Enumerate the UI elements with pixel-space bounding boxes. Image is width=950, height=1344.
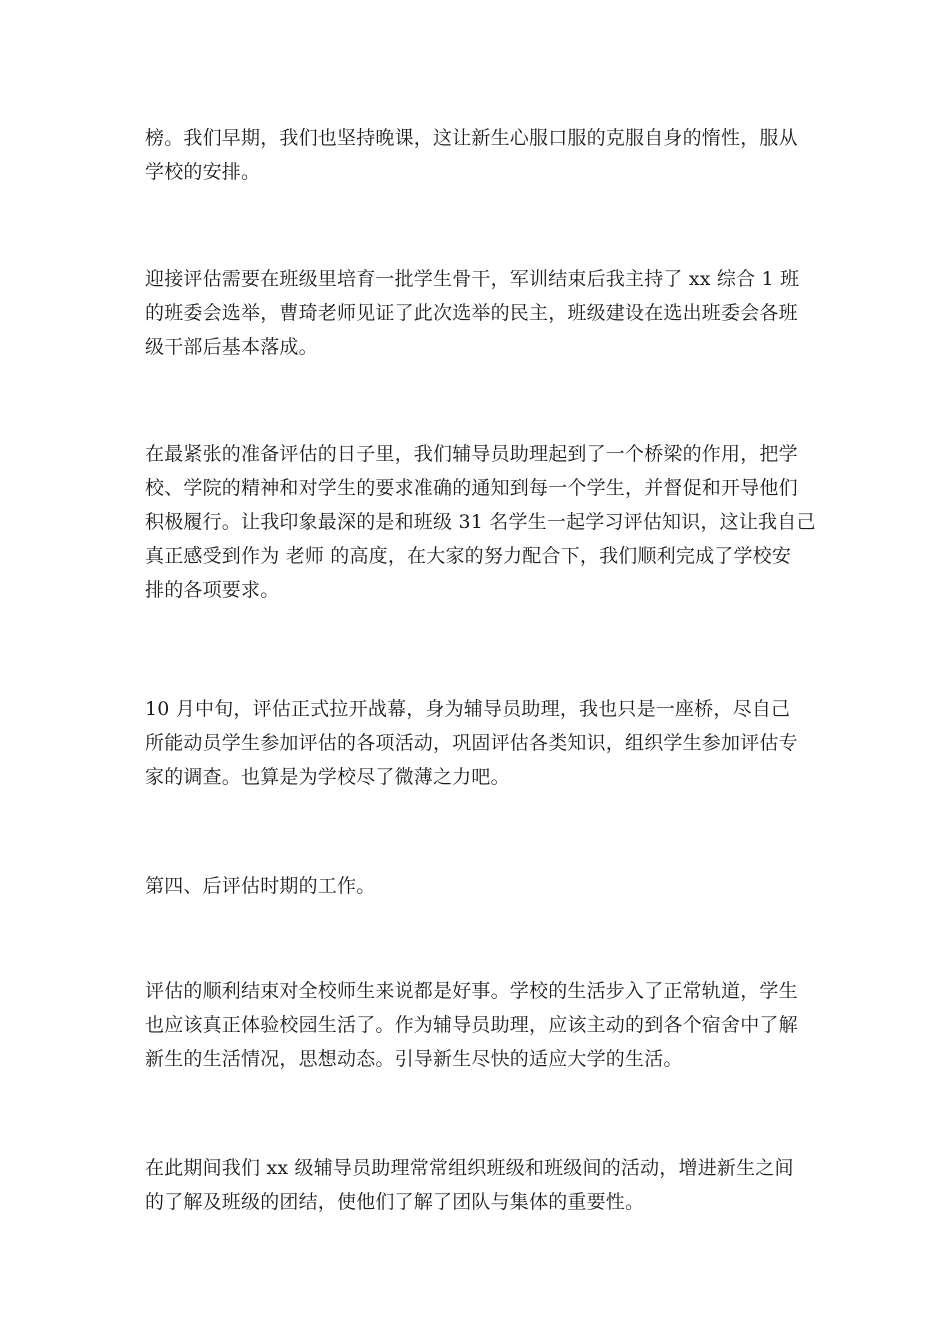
paragraph-7 xyxy=(145,1151,810,1219)
paragraph-4 xyxy=(145,692,810,794)
paragraph-line: 排的各项要求。 xyxy=(145,579,280,601)
section-heading-text: 第四、后评估时期的工作。 xyxy=(145,875,376,897)
paragraph-line: 级干部后基本落成。 xyxy=(145,336,318,358)
paragraph-line: 家的调查。也算是为学校尽了微薄之力吧。 xyxy=(145,766,510,788)
paragraph-2 xyxy=(145,262,810,364)
paragraph-1 xyxy=(145,121,810,189)
paragraph-line: 也应该真正体验校园生活了。作为辅导员助理，应该主动的到各个宿舍中了解 xyxy=(145,1014,798,1036)
paragraph-6 xyxy=(145,974,810,1076)
paragraph-line: 校、学院的精神和对学生的要求准确的通知到每一个学生，并督促和开导他们 xyxy=(145,477,798,499)
paragraph-line: 学校的安排。 xyxy=(145,161,261,183)
paragraph-line: 所能动员学生参加评估的各项活动，巩固评估各类知识，组织学生参加评估专 xyxy=(145,732,798,754)
paragraph-line: 真正感受到作为 老师 的高度，在大家的努力配合下，我们顺利完成了学校安 xyxy=(145,545,792,567)
paragraph-line: 新生的生活情况，思想动态。引导新生尽快的适应大学的生活。 xyxy=(145,1048,683,1070)
paragraph-line: 迎接评估需要在班级里培育一批学生骨干，军训结束后我主持了 xx 综合 1 班 xyxy=(145,268,800,290)
paragraph-line: 10 月中旬，评估正式拉开战幕，身为辅导员助理，我也只是一座桥，尽自己 xyxy=(145,698,791,720)
paragraph-line: 积极履行。让我印象最深的是和班级 31 名学生一起学习评估知识，这让我自己 xyxy=(145,511,816,533)
paragraph-3 xyxy=(145,437,816,607)
paragraph-line: 评估的顺利结束对全校师生来说都是好事。学校的生活步入了正常轨道，学生 xyxy=(145,980,798,1002)
paragraph-line: 的了解及班级的团结，使他们了解了团队与集体的重要性。 xyxy=(145,1191,645,1213)
paragraph-line: 的班委会选举，曹琦老师见证了此次选举的民主，班级建设在选出班委会各班 xyxy=(145,302,798,324)
paragraph-line: 在此期间我们 xx 级辅导员助理常常组织班级和班级间的活动，增进新生之间 xyxy=(145,1157,794,1179)
paragraph-line: 榜。我们早期，我们也坚持晚课，这让新生心服口服的克服自身的惰性，服从 xyxy=(145,127,798,149)
section-heading xyxy=(145,869,810,903)
paragraph-line: 在最紧张的准备评估的日子里，我们辅导员助理起到了一个桥梁的作用，把学 xyxy=(145,443,798,465)
